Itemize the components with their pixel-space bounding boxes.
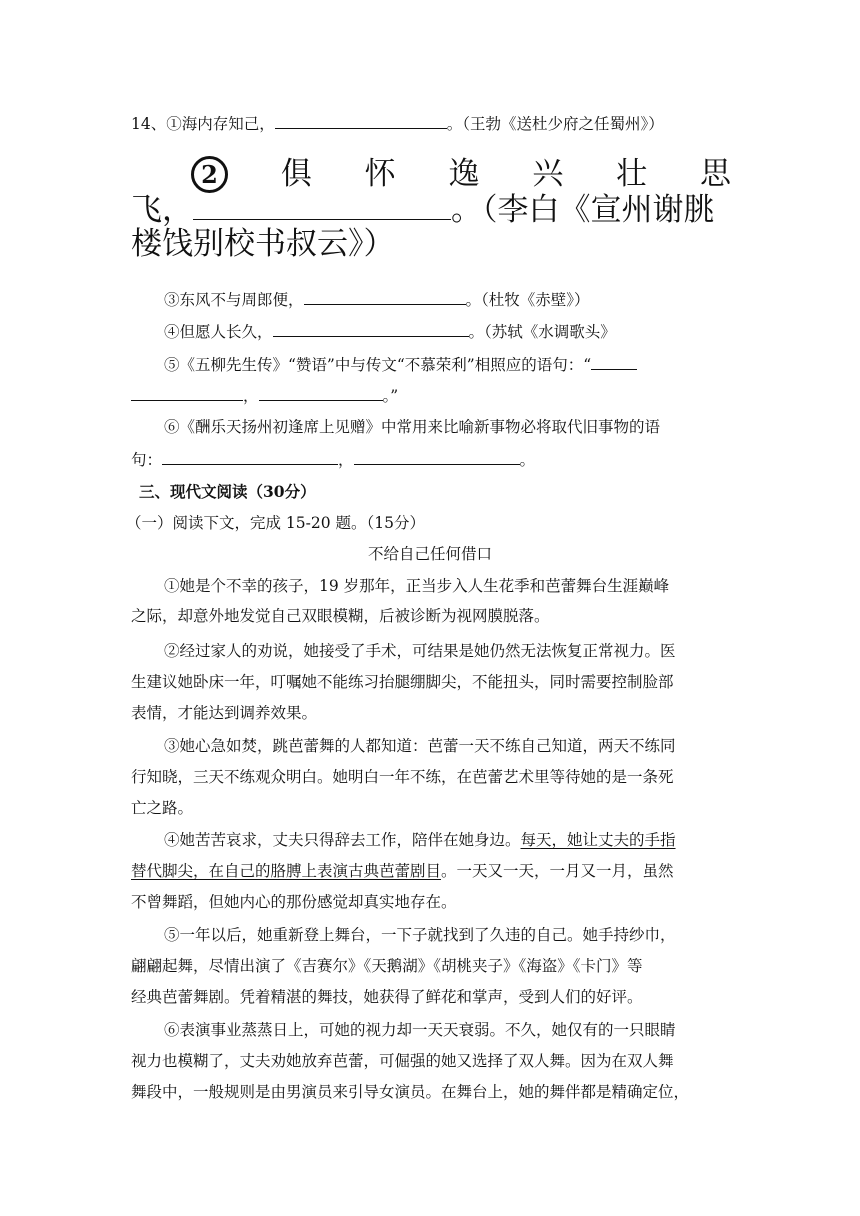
paragraph-line: 亡之路。	[131, 799, 194, 817]
q14-item-4	[131, 322, 762, 342]
item-text: 句：	[131, 451, 163, 469]
item-text: ③东风不与周郎便，	[164, 291, 304, 309]
answer-blank[interactable]	[275, 114, 447, 129]
q14-item-2-line1	[131, 156, 731, 193]
item-source: 。（王勃《送杜少府之任蜀州》）	[446, 115, 664, 133]
item-text: 飞，	[131, 192, 193, 228]
underlined-sentence: 替代脚尖，在自己的胳膊上表演古典芭蕾剧目	[131, 862, 442, 880]
paragraph-line	[131, 830, 762, 850]
paragraph-line: 经典芭蕾舞剧。凭着精湛的舞技，她获得了鲜花和掌声，受到人们的好评。	[131, 988, 643, 1006]
answer-blank[interactable]	[273, 322, 469, 337]
q14-item-2-line2	[131, 192, 731, 228]
section-heading: 三、现代文阅读（30分）	[139, 482, 316, 501]
q14-item-6-line1: ⑥《酬乐天扬州初逢席上见赠》中常用来比喻新事物必将取代旧事物的语	[164, 418, 661, 436]
item-text: 。”	[382, 387, 399, 405]
paragraph-line: 表情，才能达到调养效果。	[131, 704, 318, 722]
item-char: 思	[699, 156, 731, 192]
answer-blank[interactable]	[591, 355, 637, 370]
q14-item-1	[131, 114, 729, 134]
q14-item-3	[131, 290, 762, 310]
item-source: 。（李白《宣州谢朓	[451, 192, 715, 228]
item-char: 壮	[616, 156, 648, 192]
paragraph-line: 视力也模糊了，丈夫劝她放弃芭蕾，可倔强的她又选择了双人舞。因为在双人舞	[131, 1052, 674, 1070]
q14-item-6-line2	[131, 450, 729, 470]
item-source: 。（苏轼《水调歌头》	[468, 323, 616, 341]
item-text: ⑤《五柳先生传》“赞语”中与传文“不慕荣利”相照应的语句：“	[164, 356, 592, 374]
item-text: ，	[243, 387, 259, 405]
paragraph-line: 翩翩起舞，尽情出演了《吉赛尔》《天鹅湖》《胡桃夹子》《海盗》《卡门》等	[131, 957, 643, 975]
paragraph-line	[131, 861, 729, 881]
answer-blank[interactable]	[304, 290, 466, 305]
underlined-sentence: 每天，她让丈夫的手指	[520, 831, 676, 849]
item-text: ，	[338, 451, 354, 469]
paragraph-line: 行知晓，三天不练观众明白。她明白一年不练，在芭蕾艺术里等待她的是一条死	[131, 768, 674, 786]
paragraph-text: 。一天又一天，一月又一月，虽然	[441, 862, 674, 880]
paragraph-line: ③她心急如焚，跳芭蕾舞的人都知道：芭蕾一天不练自己知道，两天不练同	[164, 737, 676, 755]
answer-blank[interactable]	[193, 193, 451, 220]
item-text: ④但愿人长久，	[164, 323, 273, 341]
item-text: 14、①海内存知己，	[131, 115, 275, 133]
item-char: 逸	[448, 156, 480, 192]
item-char: 兴	[532, 156, 564, 192]
item-source: 。（杜牧《赤壁》）	[465, 291, 590, 309]
paragraph-line: ⑥表演事业蒸蒸日上，可她的视力却一天天衰弱。不久，她仅有的一只眼睛	[164, 1021, 676, 1039]
paragraph-line: 生建议她卧床一年，叮嘱她不能练习抬腿绷脚尖，不能扭头，同时需要控制脸部	[131, 673, 674, 691]
section-subheading: （一）阅读下文，完成 15-20 题。（15分）	[126, 514, 426, 532]
paragraph-line: ②经过家人的劝说，她接受了手术，可结果是她仍然无法恢复正常视力。医	[164, 642, 676, 660]
q14-item-2-line3: 楼饯别校书叔云》）	[131, 226, 395, 262]
article-title: 不给自己任何借口	[367, 545, 492, 563]
paragraph-line: 舞段中，一般规则是由男演员来引导女演员。在舞台上，她的舞伴都是精确定位，	[131, 1083, 690, 1101]
item-char: 怀	[364, 156, 396, 192]
item-text: 。	[519, 451, 536, 469]
answer-blank[interactable]	[259, 386, 383, 401]
q14-item-5-line2	[131, 386, 729, 406]
paragraph-line: 不曾舞蹈，但她内心的那份感觉却真实地存在。	[131, 893, 457, 911]
answer-blank[interactable]	[131, 386, 243, 401]
paragraph-line: ⑤一年以后，她重新登上舞台，一下子就找到了久违的自己。她手持纱巾，	[164, 926, 676, 944]
answer-blank[interactable]	[354, 450, 520, 465]
paragraph-line: ①她是个不幸的孩子，19 岁那年，正当步入人生花季和芭蕾舞台生涯巅峰	[164, 577, 670, 595]
answer-blank[interactable]	[162, 450, 338, 465]
paragraph-line: 之际，却意外地发觉自己双眼模糊，后被诊断为视网膜脱落。	[131, 607, 550, 625]
circled-number: 2	[191, 156, 228, 193]
q14-item-5-line1	[131, 355, 762, 375]
item-char: 俱	[280, 156, 312, 192]
paragraph-text: ④她苦苦哀求，丈夫只得辞去工作，陪伴在她身边。	[164, 831, 521, 849]
